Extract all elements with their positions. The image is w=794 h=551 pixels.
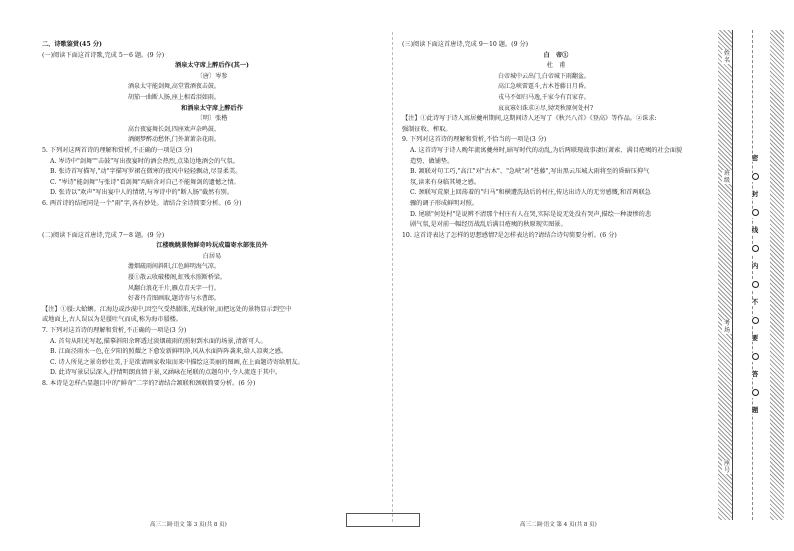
seal-circle-7: [750, 389, 760, 398]
right-column-line: 骤的调子形成鲜明对照。: [410, 199, 479, 207]
left-column-line: 好著丹青图画取,题诗寄与水曹郎。: [128, 295, 220, 303]
left-column-line: B. 张诗首写描写,"动"字描写罗裙在微寒的夜风中轻轻飘动,尽显柔美。: [50, 168, 242, 176]
left-column-line: 高台夜宴舞长剑,四座欢声杂鸣鼓。: [128, 125, 220, 133]
right-column-line: 白 帝①: [543, 51, 569, 59]
left-column-line: (一)阅读下面这首诗歌,完成 5～6 题。(9 分): [42, 51, 165, 59]
right-column-line: (三)阅读下面这首唐诗,完成 9～10 题。(9 分): [402, 41, 529, 48]
right-column-line: C. 颈联写荒原上回荡着的"归马"和横遭洗劫后的村庄,传达出诗人的无穷感慨,和首两联急: [410, 189, 651, 197]
left-column-line: 白居易: [202, 252, 222, 260]
left-column-line: 二、诗歌鉴赏(45 分): [42, 41, 102, 48]
seal-char-4: 内: [751, 262, 759, 270]
left-column-line: 江楼晚眺景物鲜奇吟玩成篇寄水部张员外: [156, 242, 268, 250]
binding-strip: [718, 30, 790, 520]
left-column-line: 【注】①蜃:大蛤蜊。江海边或沙漠中,因空气受热膨胀,光线折射,而把远处的景物显示到空中: [42, 305, 292, 313]
right-column-line: 剧气氛,是对前一幅经历战乱后满目疮痍的秋原现实图景。: [410, 221, 567, 229]
seal-circle-3: [750, 245, 760, 254]
right-column-line: 强制征收、榨取。: [402, 125, 452, 133]
right-column-line: 氛,读来有身临其境之感。: [410, 178, 481, 186]
seal-char-8: 题: [751, 406, 759, 414]
score-box: [346, 513, 420, 527]
footer-right: 高三二调·语文 第 4 页(共 8 页): [520, 522, 597, 528]
right-column-line: D. 尾联"何处村"是说辨不清那个村庄有人在哭,实际是说无处没有哭声,描绘一种凄惨的悲: [410, 210, 652, 218]
left-column-line: 〔明〕张楷: [196, 115, 228, 123]
left-column-line: 酒阑梦醉动愁怀,门外萧萧杂花雨。: [128, 136, 220, 144]
left-column-line: 胡笳一曲断人肠,座上相看泪如雨。: [128, 93, 220, 101]
left-column-line: 风翻白浪花千片,雁点青天字一行。: [128, 284, 220, 292]
left-column-line: B. 江面泾雨水一色,在夕阳的照耀之下愈发新鲜明净,风从水面阵阵袭来,给人凉爽之感。: [50, 348, 288, 356]
column-divider: [392, 32, 393, 522]
left-column-line: 蜃①散云收破楼阁,虹残水照断桥梁。: [128, 274, 226, 282]
right-column-line: 10. 这首诗表达了怎样的思想感情?是怎样表达的?请结合诗句简要分析。(6 分): [402, 231, 617, 239]
left-column-line: 7. 下列对这首诗的理解和赏析,不正确的一项是(3 分): [42, 327, 187, 335]
left-column-line: 和酒泉太守席上醉后作: [181, 104, 243, 112]
left-column-line: D. 张诗以"欢声"写出宴中人的情绪,与岑诗中的"断人肠"截然有别。: [50, 189, 233, 197]
right-column-line: 【注】①此诗写于诗人寓居夔州期间,这期间诗人还写了《秋兴八首》《登高》等作品。②诛求:: [402, 115, 657, 123]
left-column-line: A. 岑诗中"剑舞""击鼓"写出夜宴时的酒会热烈,点染边地酒会的气氛。: [50, 157, 239, 165]
label-name: 姓名: [723, 50, 730, 64]
right-column-line: 白帝城中云出门,白帝城下雨翻盆。: [498, 72, 590, 80]
right-column-line: B. 颔联对句工巧,"高江"对"古木"、"急峡"对"苍藤",写出黑云压城大雨将至的昏暗压抑气: [410, 168, 650, 176]
left-column-line: (二)阅读下面这首唐诗,完成 7～8 题。(9 分): [42, 231, 165, 239]
right-column-line: 戎马不如归马逸,千家今有百家存。: [498, 93, 590, 101]
hatch-right: [770, 30, 784, 520]
left-column-line: 8. 本诗是怎样凸显题目中的"鲜奇"二字的?请结合颔联和颈联简要分析。(6 分): [42, 380, 256, 387]
seal-circle-1: [750, 173, 760, 182]
left-column-line: 〔唐〕岑参: [196, 72, 228, 80]
label-room: 考场: [723, 320, 730, 334]
left-column-line: 酒泉太守能剑舞,高堂置酒夜击鼓。: [128, 83, 220, 91]
left-column-line: [42, 210, 382, 221]
seal-char-7: 答: [751, 370, 759, 378]
seal-circle-5: [750, 317, 760, 326]
left-column-line: 澹烟疏雨间斜阳,江色鲜明海气凉。: [128, 263, 220, 271]
seal-char-2: 封: [751, 190, 759, 198]
left-column-line: [42, 220, 382, 231]
left-column: [42, 40, 382, 390]
left-column-line: 酒泉太守席上醉后作(其一): [175, 62, 249, 70]
left-column-line: C. 诗人所见之景奇妙壮美,于是欲请画家收取而来中描绘这美丽的图画,在上面题诗寄给朋友。: [50, 358, 304, 366]
seal-circle-4: [750, 281, 760, 290]
left-column-line: 或地面上,古人误以为是蜃吐气而成,称为海市蜃楼。: [42, 316, 183, 324]
seal-char-5: 不: [751, 298, 759, 306]
left-column-line: 5. 下列对这两首诗的理解和赏析,不正确的一项是(3 分): [42, 146, 193, 154]
seal-char-1: 密: [751, 154, 759, 162]
seal-line: [752, 30, 753, 520]
left-column-line: A. 首句从阳光写起,描摹斜阳余晖透过淡烟疏雨的照射到水面的场景,清新可人。: [50, 337, 267, 345]
footer-left: 高三二调·语文 第 3 页(共 8 页): [150, 522, 227, 528]
left-column-line: 6. 两首诗的结尾同是一个"雨"字,各有妙处。请结合全诗简要分析。(6 分): [42, 199, 242, 207]
left-column-line: C. "岑诗"能剑舞"与张诗"看剑舞"均暗含对自己不能舞剑的遗憾之情。: [50, 178, 240, 186]
right-column-line: 哀哀寡妇诛求②尽,恸哭秋原何处村?: [498, 104, 594, 112]
right-column-line: 9. 下列对这首诗的理解和赏析,不恰当的一项是(3 分): [402, 136, 547, 144]
seal-char-6: 要: [751, 334, 759, 342]
hatch-left: [718, 30, 732, 520]
right-column-line: A. 这首诗写于诗人晚年流寓夔州时,暗写时代的动乱,为后两联现战事凄厉萧索、满目疮痍的社会面貌: [410, 146, 683, 154]
left-column-line: D. 此诗写景层层深入,抒情明朗真情于景,又涵咏在尾联的点题句中,令人流连于其中。: [50, 369, 282, 377]
seal-char-3: 线: [751, 226, 759, 234]
label-seat: 座号: [723, 460, 730, 474]
seal-circle-6: [750, 353, 760, 362]
right-column-line: 高江急峡雷霆斗,古木苍藤日月昏。: [498, 83, 590, 91]
right-column-line: 杜 甫: [546, 62, 566, 70]
right-column-line: 造势、做铺垫。: [410, 157, 454, 165]
seal-circle-2: [750, 209, 760, 218]
right-column: [402, 40, 710, 241]
label-class: 班级: [723, 170, 730, 184]
